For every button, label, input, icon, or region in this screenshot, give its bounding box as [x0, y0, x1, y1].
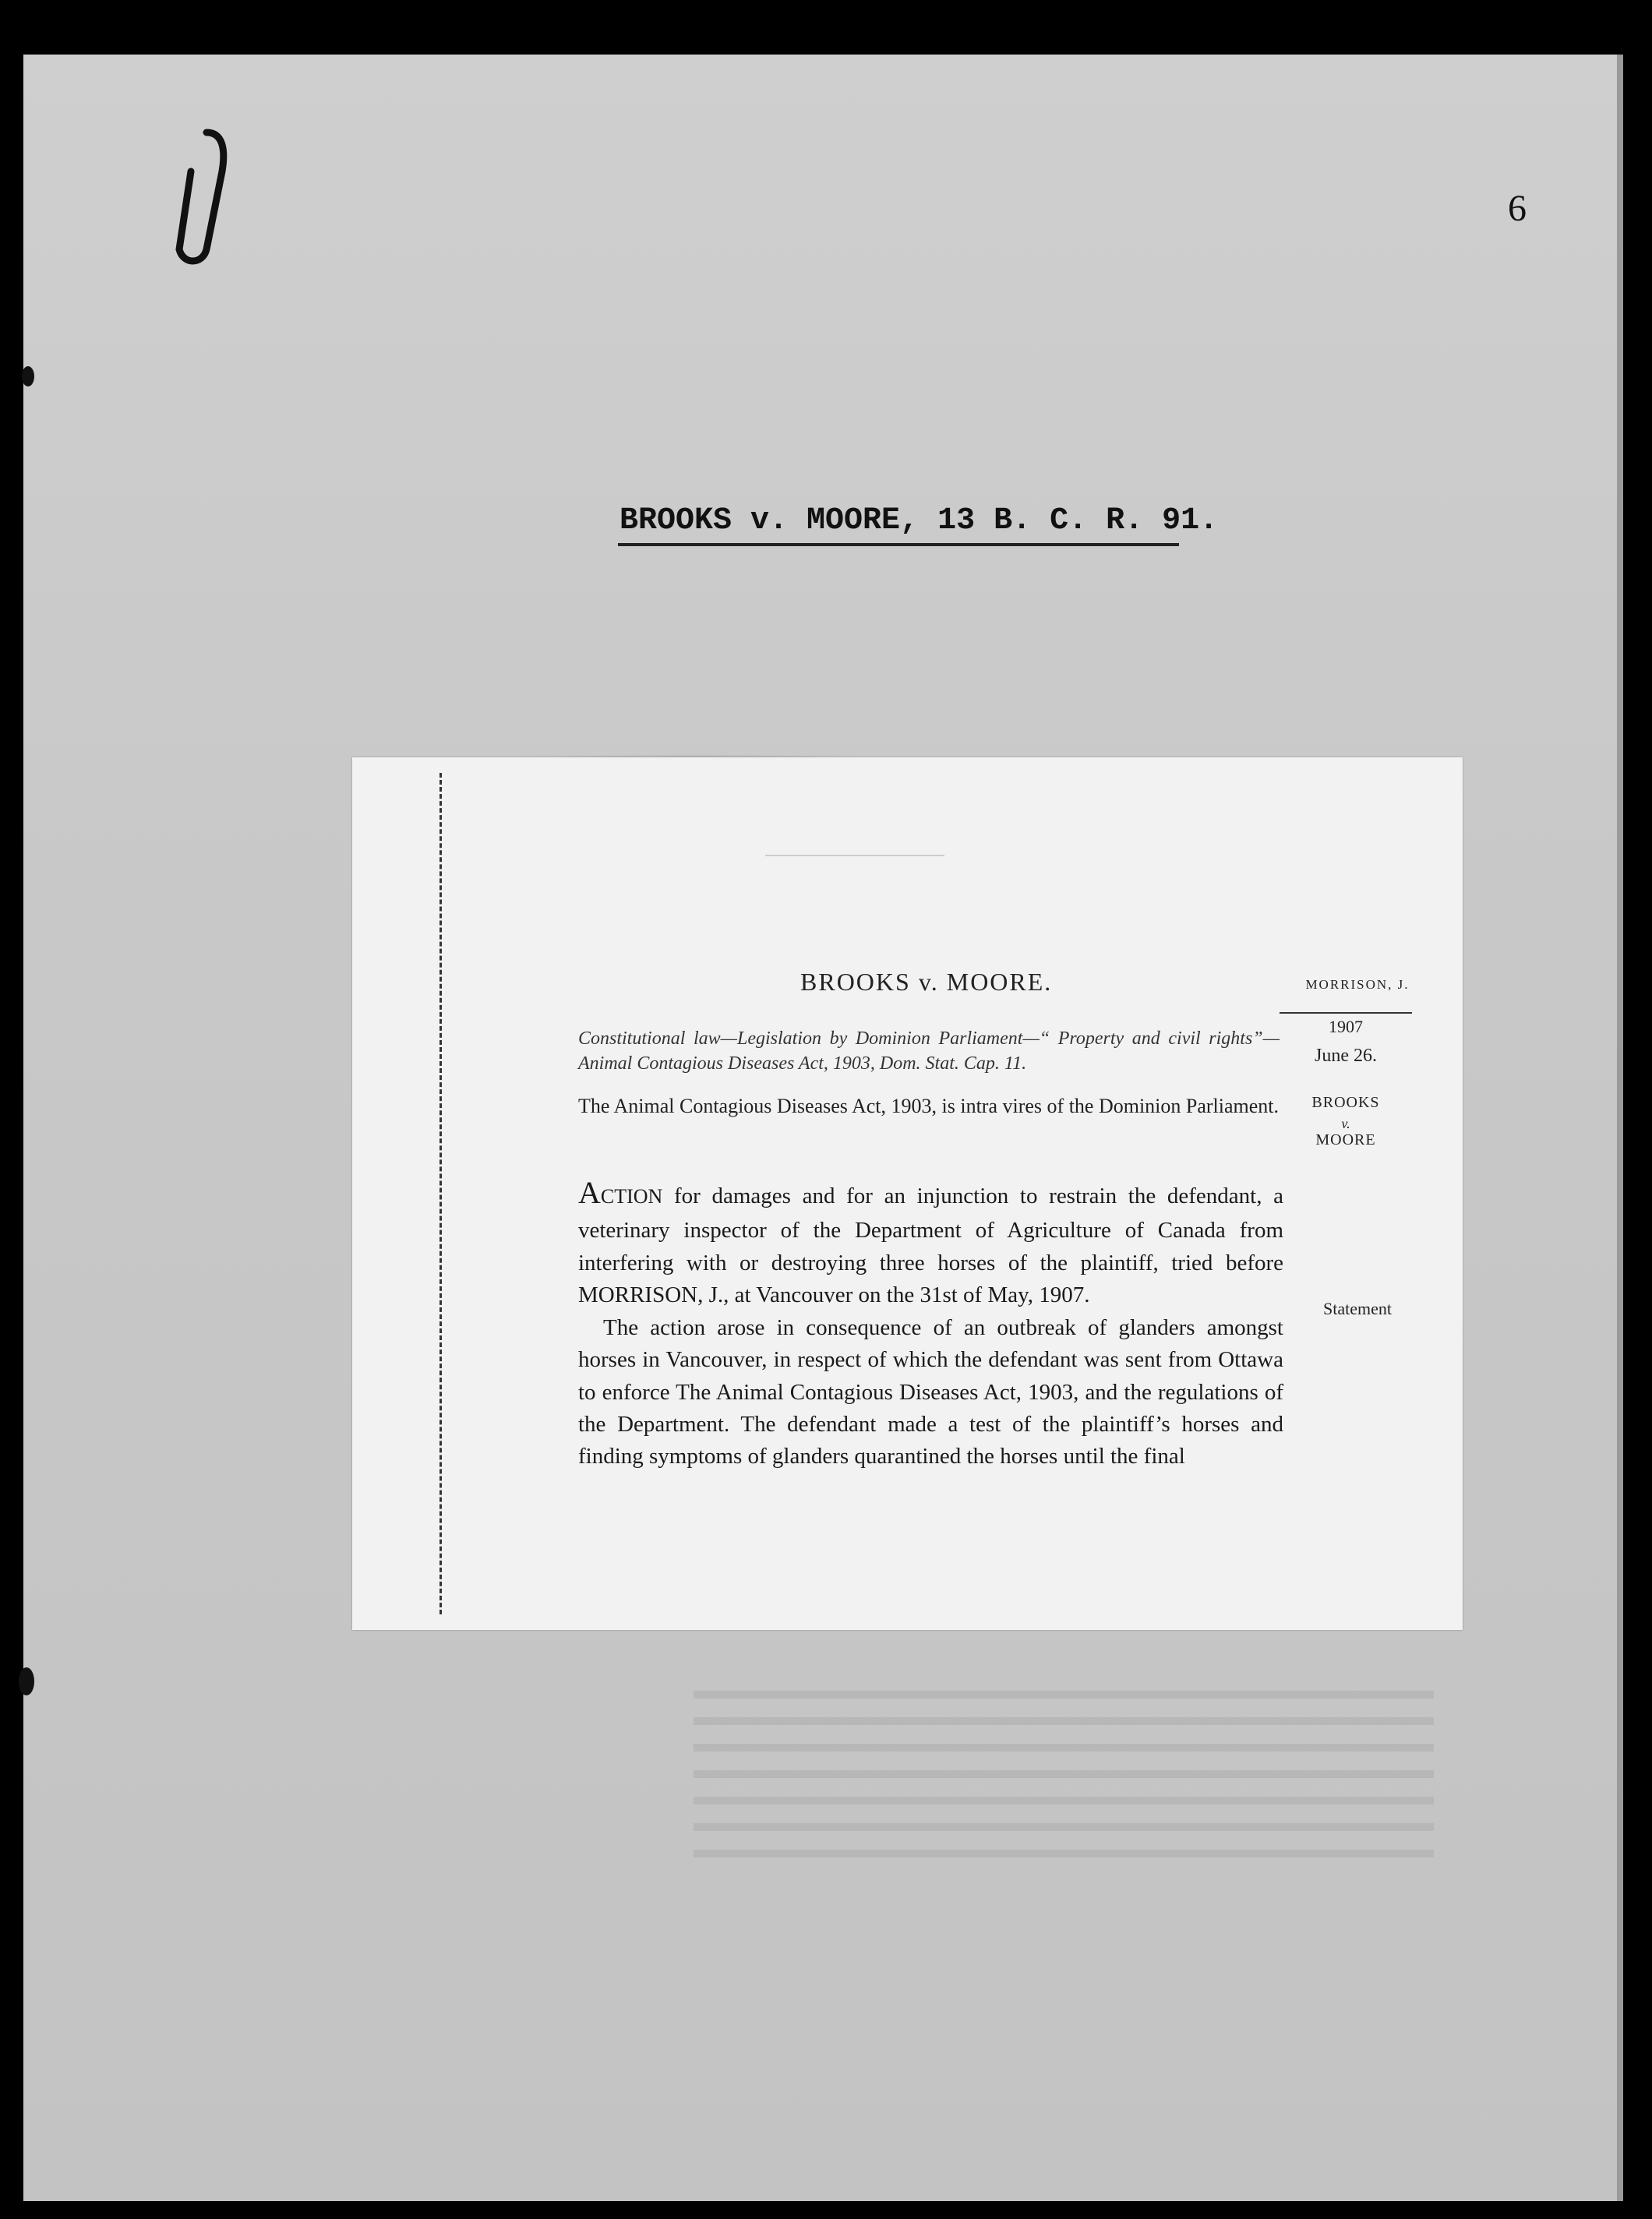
margin-case-v: v. — [1341, 1116, 1350, 1131]
margin-rule — [439, 773, 444, 1614]
case-title: BROOKS v. MOORE. — [800, 968, 1053, 996]
title-underline — [618, 543, 1179, 546]
pasted-clipping — [352, 757, 1463, 1630]
small-caps: CTION — [600, 1185, 663, 1208]
bleed-through-text — [694, 1691, 1434, 1870]
margin-case-brooks: BROOKS — [1311, 1094, 1380, 1111]
margin-judge: MORRISON, J. — [1305, 977, 1410, 992]
paragraph-1-text: for damages and for an injunction to restrain the defendant, a veterinary inspector of the Department of Agriculture of Canada from interfering with or destroying three horses of the plaintiff, tried before MORRISON, J., at Vancouver on the 31st of May, 1907. — [578, 1184, 1283, 1308]
binding-mark — [19, 1667, 34, 1695]
page-number: 6 — [1508, 188, 1527, 229]
typed-case-citation: BROOKS v. MOORE, 13 B. C. R. 91. — [620, 503, 1219, 538]
margin-year: 1907 — [1280, 1012, 1412, 1037]
headnote: The Animal Contagious Diseases Act, 1903, is intra vires of the Dominion Parliament. — [578, 1095, 1280, 1117]
margin-case-moore: MOORE — [1315, 1131, 1376, 1148]
paragraph-1 — [578, 1170, 1283, 1312]
faint-rule — [765, 855, 944, 856]
margin-date: June 26. — [1315, 1046, 1377, 1066]
paperclip-icon — [152, 125, 238, 273]
margin-statement: Statement — [1323, 1299, 1392, 1318]
headnote-italic: Constitutional law—Legislation by Dominion Parliament—“ Property and civil rights”—Animal Contagious Diseases Act, 1903, Dom. Stat. Cap. 11. — [578, 1028, 1280, 1074]
binding-mark — [22, 366, 34, 386]
margin-notes — [1280, 757, 1463, 1630]
drop-cap: A — [578, 1175, 601, 1210]
opinion-text — [578, 1170, 1283, 1473]
paragraph-2: The action arose in consequence of an outbreak of glanders amongst horses in Vancouver, in respect of which the defendant was sent from Ottawa to enforce The Animal Contagious Diseases Act, 1903, and the regulations of the Department. The defendant made a test of the plaintiff’s horses and finding symptoms of glanders quarantined the horses until the final — [578, 1314, 1283, 1469]
